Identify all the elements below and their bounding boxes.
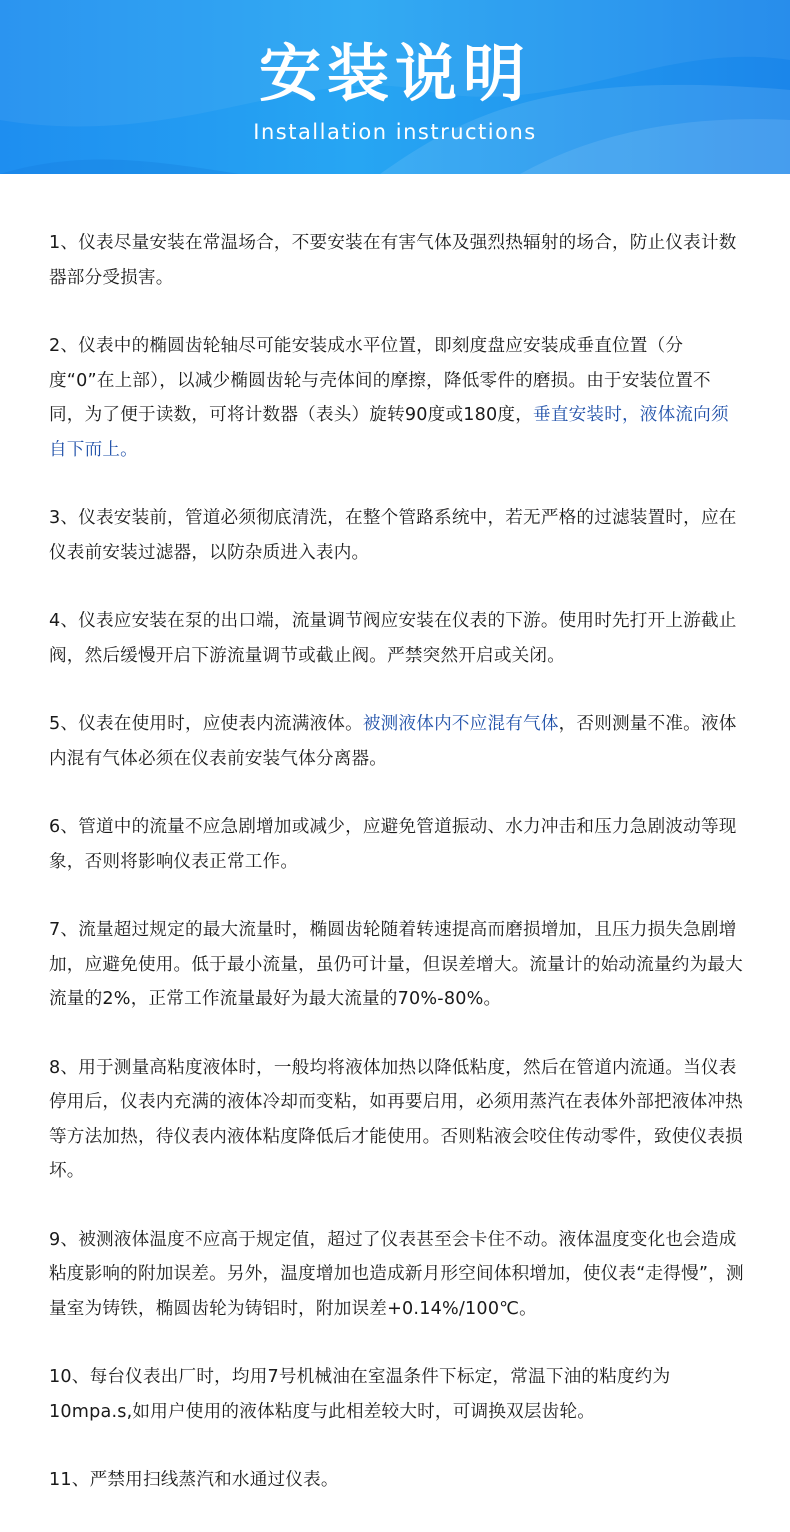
instruction-text: 1、仪表尽量安装在常温场合，不要安装在有害气体及强烈热辐射的场合，防止仪表计数器部分受损害。 [49,233,737,288]
instruction-text: 8、用于测量高粘度液体时，一般均将液体加热以降低粘度，然后在管道内流通。当仪表停用后，仪表内充满的液体冷却而变粘，如再要启用，必须用蒸汽在表体外部把液体冲热等方法加热，待仪表内液体粘度降低后才能使用。否则粘液会咬住传动零件，致使仪表损坏。 [49,1057,743,1181]
instruction-text: 9、被测液体温度不应高于规定值，超过了仪表甚至会卡住不动。液体温度变化也会造成粘度影响的附加误差。另外，温度增加也造成新月形空间体积增加，使仪表“走得慢”，测量室为铸铁，椭圆齿轮为铸铝时，附加误差+0.14%/100℃。 [49,1229,744,1319]
page-subtitle: Installation instructions [253,120,537,144]
instruction-text: 6、管道中的流量不应急剧增加或减少，应避免管道振动、水力冲击和压力急剧波动等现象，否则将影响仪表正常工作。 [49,817,737,872]
instruction-text: 10、每台仪表出厂时，均用7号机械油在室温条件下标定，常温下油的粘度约为10mpa.s,如用户使用的液体粘度与此相差较大时，可调换双层齿轮。 [49,1367,671,1422]
instruction-text: 11、严禁用扫线蒸汽和水通过仪表。 [49,1470,339,1490]
instruction-highlight: 垂直安装时，液体流向须自下而上。 [49,405,729,460]
instruction-item [49,604,744,673]
instruction-item [49,810,744,879]
instruction-item [49,1463,744,1498]
instruction-item [49,1223,744,1327]
instruction-item [49,1051,744,1189]
header-banner [0,0,790,174]
instruction-text: 5、仪表在使用时，应使表内流满液体。 [49,714,363,734]
instruction-text: 2、仪表中的椭圆齿轮轴尽可能安装成水平位置，即刻度盘应安装成垂直位置（分度“0”在上部），以减少椭圆齿轮与壳体间的摩擦，降低零件的磨损。由于安装位置不同，为了便于读数，可将计数器（表头）旋转90度或180度， [49,336,711,425]
page-title: 安装说明 [258,37,531,110]
instruction-item [49,226,744,295]
instruction-item [49,501,744,570]
instruction-item [49,329,744,467]
instruction-item [49,913,744,1017]
instruction-text-continued: ，否则测量不准。液体内混有气体必须在仪表前安装气体分离器。 [49,714,737,769]
instruction-text: 7、流量超过规定的最大流量时，椭圆齿轮随着转速提高而磨损增加，且压力损失急剧增加，应避免使用。低于最小流量，虽仍可计量，但误差增大。流量计的始动流量约为最大流量的2%，正常工作流量最好为最大流量的70%-80%。 [49,920,743,1009]
instruction-item [49,707,744,776]
instruction-text: 3、仪表安装前，管道必须彻底清洗，在整个管路系统中，若无严格的过滤装置时，应在仪表前安装过滤器，以防杂质进入表内。 [49,508,737,563]
instructions-list [0,174,790,1532]
instruction-highlight: 被测液体内不应混有气体 [362,714,559,734]
instruction-item [49,1360,744,1429]
instruction-text: 4、仪表应安装在泵的出口端，流量调节阀应安装在仪表的下游。使用时先打开上游截止阀，然后缓慢开启下游流量调节或截止阀。严禁突然开启或关闭。 [49,611,737,666]
